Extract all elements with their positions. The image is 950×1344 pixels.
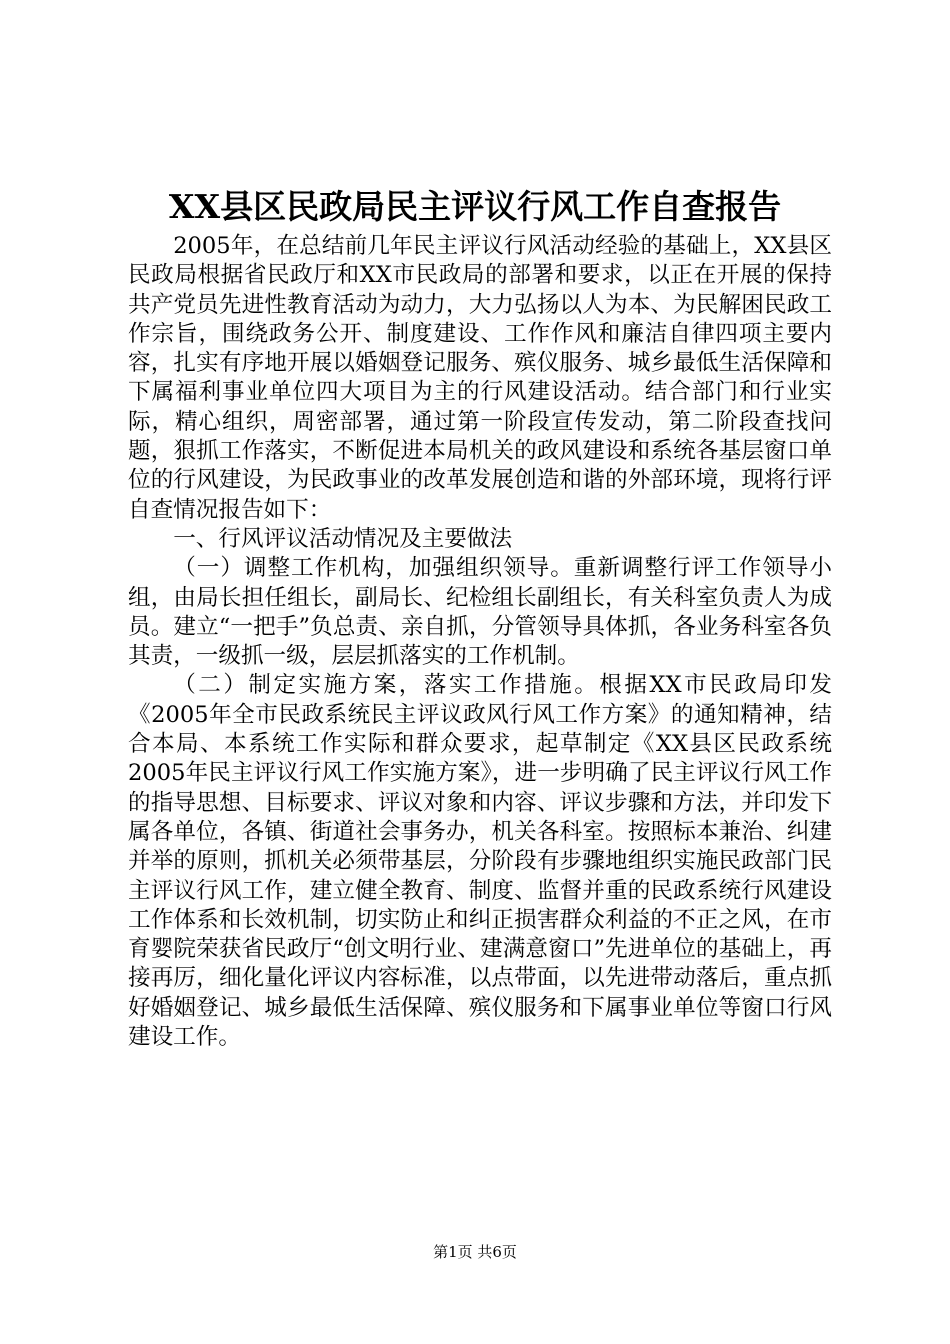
document-title: XX县区民政局民主评议行风工作自查报告 bbox=[168, 187, 782, 226]
document-body bbox=[128, 232, 832, 1052]
intro-paragraph: 2005年，在总结前几年民主评议行风活动经验的基础上，XX县区民政局根据省民政厅和XX市民政局的部署和要求，以正在开展的保持共产党员先进性教育活动为动力，大力弘扬以人为本、为民解困民政工作宗旨，围绕政务公开、制度建设、工作作风和廉洁自律四项主要内容，扎实有序地开展以婚姻登记服务、殡仪服务、城乡最低生活保障和下属福利事业单位四大项目为主的行风建设活动。结合部门和行业实际，精心组织，周密部署，通过第一阶段宣传发动，第二阶段查找问题，狠抓工作落实，不断促进本局机关的政风建设和系统各基层窗口单位的行风建设，为民政事业的改革发展创造和谐的外部环境，现将行评自查情况报告如下： bbox=[128, 233, 832, 523]
subsection-paragraph-1: （一）调整工作机构，加强组织领导。重新调整行评工作领导小组，由局长担任组长，副局长、纪检组长副组长，有关科室负责人为成员。建立“一把手”负总责、亲自抓，分管领导具体抓，各业务科室各负其责，一级抓一级，层层抓落实的工作机制。 bbox=[128, 555, 832, 670]
section-heading: 一、行风评议活动情况及主要做法 bbox=[173, 525, 513, 552]
subsection-paragraph-2: （二）制定实施方案，落实工作措施。根据XX市民政局印发《2005年全市民政系统民主评议政风行风工作方案》的通知精神，结合本局、本系统工作实际和群众要求，起草制定《XX县区民政系统2005年民主评议行风工作实施方案》，进一步明确了民主评议行风工作的指导思想、目标要求、评议对象和内容、评议步骤和方法，并印发下属各单位，各镇、街道社会事务办，机关各科室。按照标本兼治、纠建并举的原则，抓机关必须带基层，分阶段有步骤地组织实施民政部门民主评议行风工作，建立健全教育、制度、监督并重的民政系统行风建设工作体系和长效机制，切实防止和纠正损害群众利益的不正之风，在市育婴院荣获省民政厅“创文明行业、建满意窗口”先进单位的基础上，再接再厉，细化量化评议内容标准，以点带面，以先进带动落后，重点抓好婚姻登记、城乡最低生活保障、殡仪服务和下属事业单位等窗口行风建设工作。 bbox=[128, 672, 832, 1051]
page-number-footer: 第1页 共6页 bbox=[433, 1243, 517, 1261]
